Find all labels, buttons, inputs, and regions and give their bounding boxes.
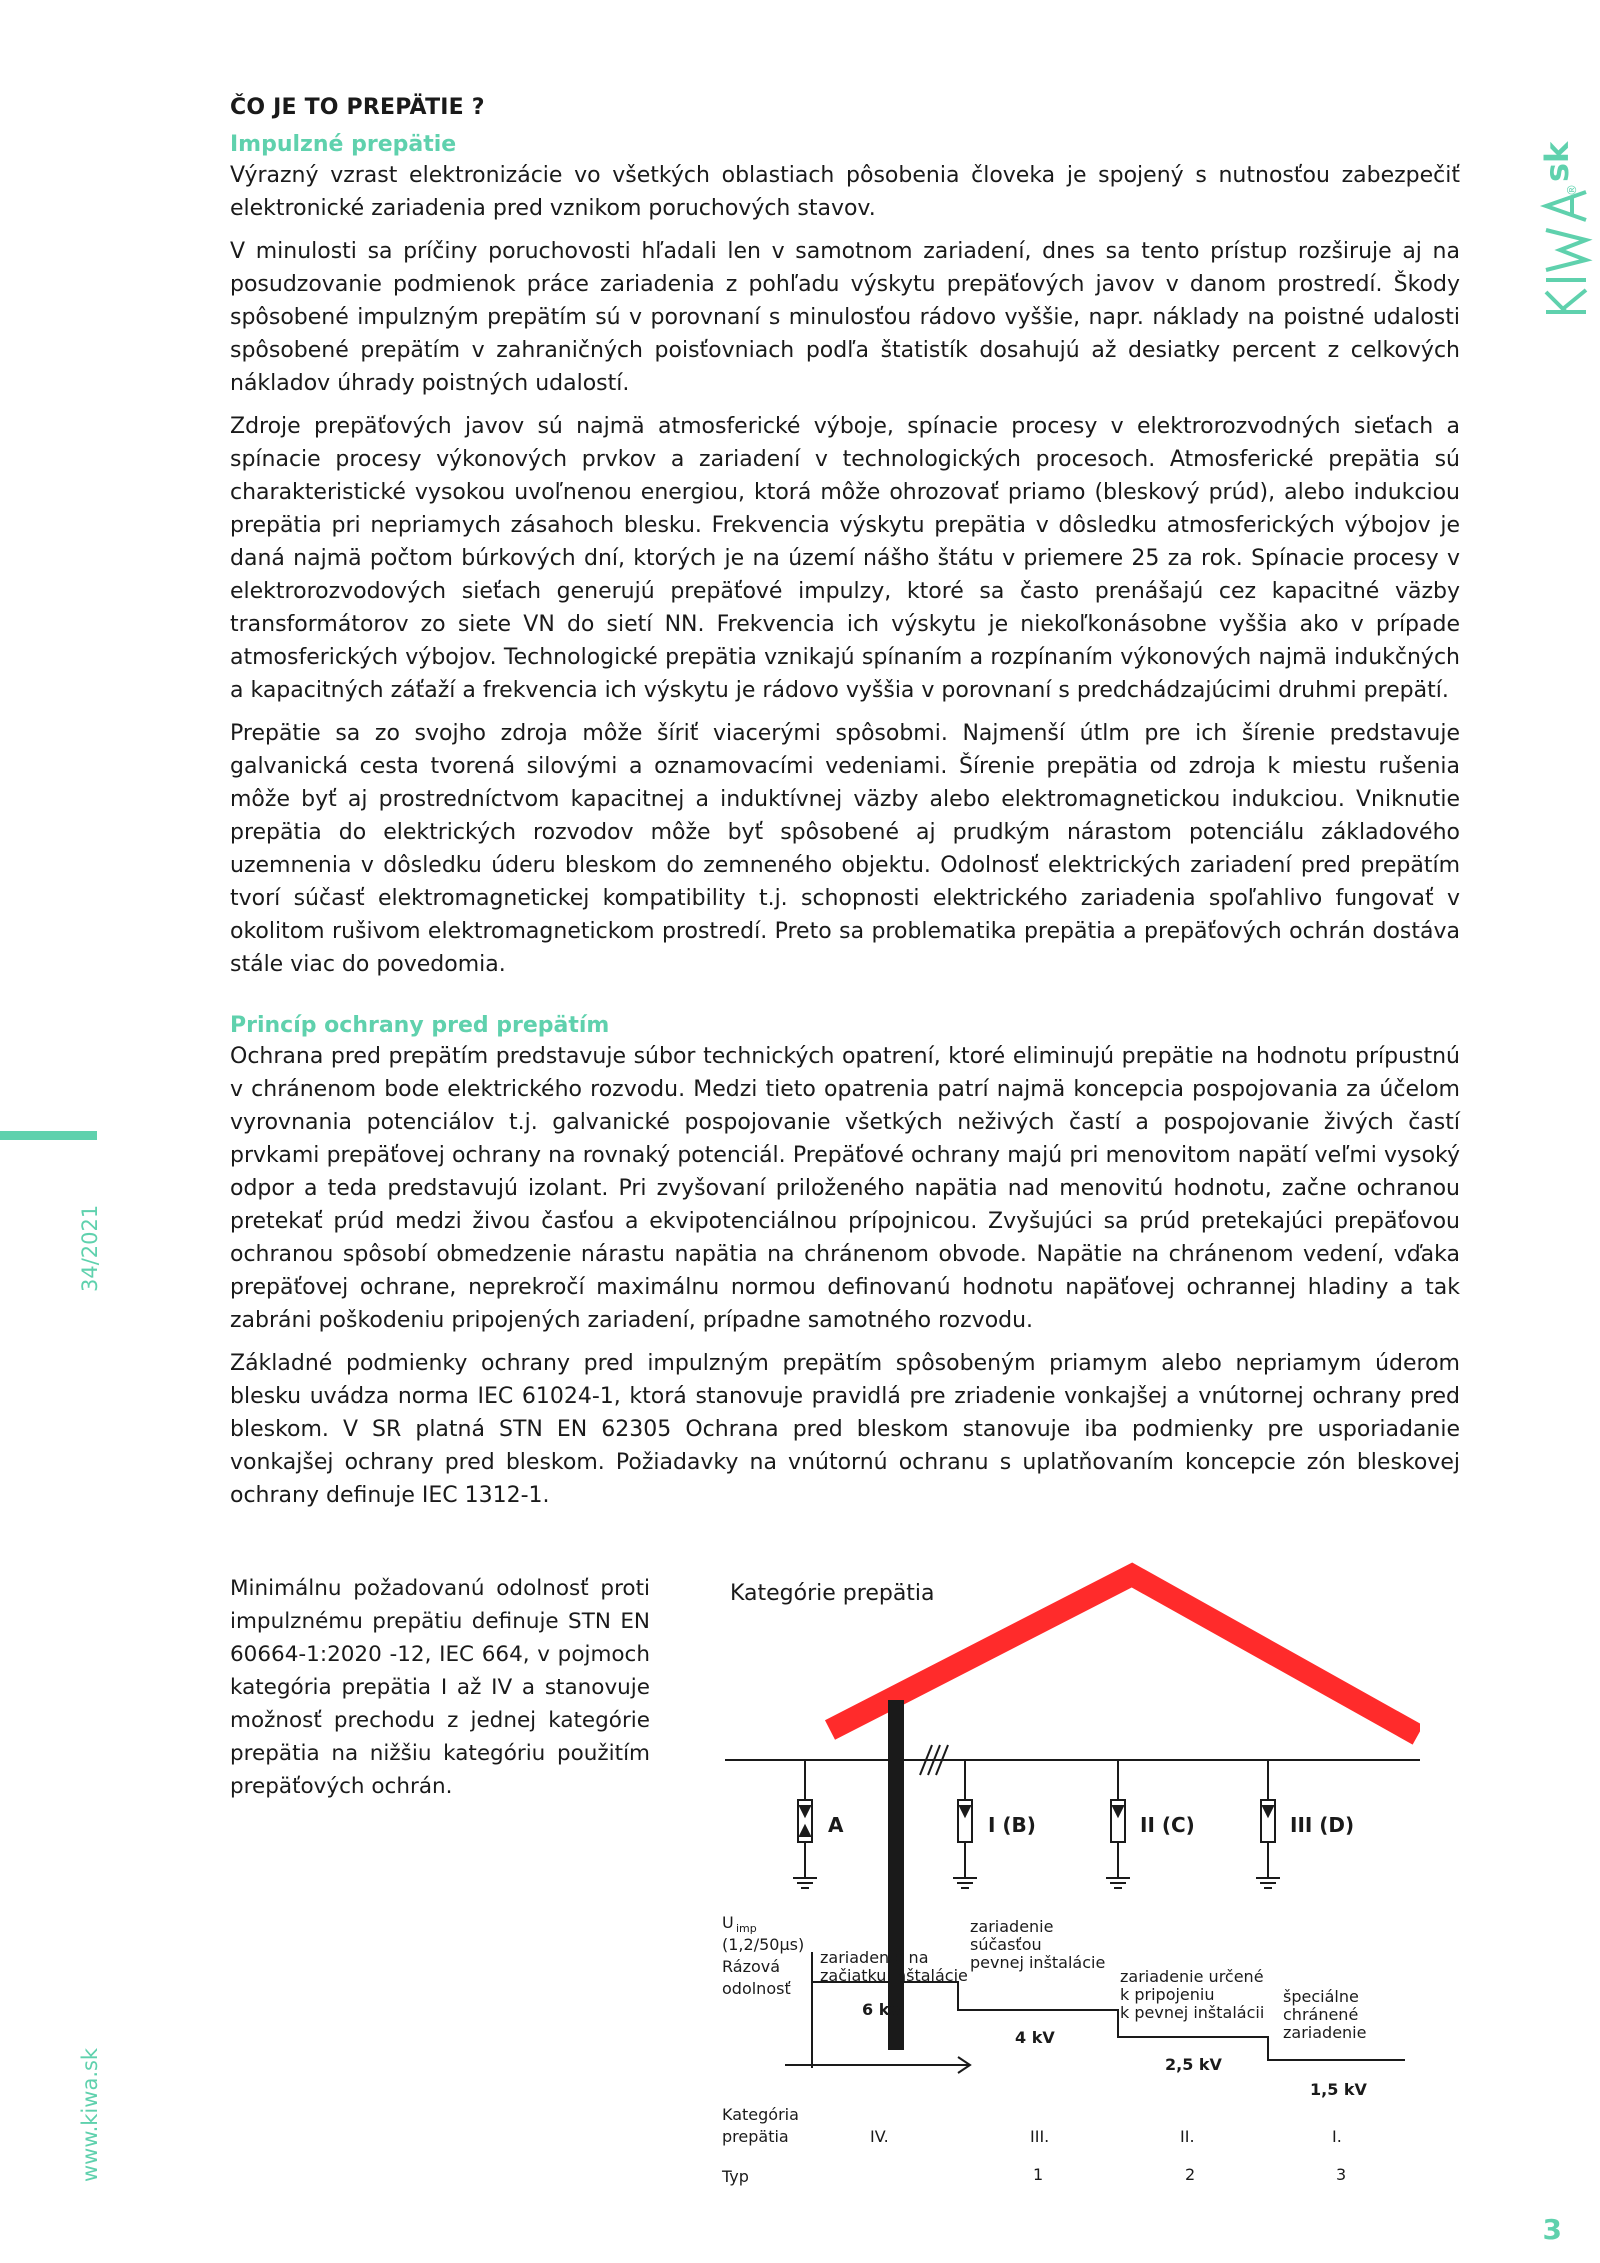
protector-d bbox=[1256, 1760, 1280, 1888]
zone-label: k pevnej inštalácii bbox=[1120, 2003, 1265, 2022]
paragraph: V minulosti sa príčiny poruchovosti hľadali len v samotnom zariadení, dnes sa tento prístup rozširuje aj na posudzovanie podmienok práce zariadenia z pohľadu výskytu prepäťových javov v danom prostredí. Škody spôsobené impulzným prepätím sú v porovnaní s minulosťou rádovo vyššie, napr. náklady na poistné udalosti spôsobené prepätím v zahraničných poisťovniach podľa štatistík dosahujú až desiatky percent z celkových nákladov úhrady poistných udalostí. bbox=[230, 239, 1460, 396]
protector-b bbox=[953, 1760, 977, 1888]
paragraph: Základné podmienky ochrany pred impulzným prepätím spôsobeným priamym alebo nepriamym úderom blesku uvádza norma IEC 61024-1, ktorá stanovuje pravidlá pre zriadenie vonkajšej a vnútornej ochrany pred bleskom. V SR platná STN EN 62305 Ochrana pred bleskom stanovuje iba podmienky pre usporiadanie vonkajšej ochrany pred bleskom. Požiadavky na vnútornú ochranu s uplatňovaním koncepcie zón bleskovej ochrany definuje IEC 1312-1. bbox=[230, 1351, 1460, 1508]
type-row-label: Typ bbox=[722, 2167, 749, 2186]
paragraph: Zdroje prepäťových javov sú najmä atmosferické výboje, spínacie procesy v elektrorozvodných sieťach a spínacie procesy výkonových prvkov a zariadení v technologických procesoch. Atmosferické prepätia sú charakteristické vysokou uvoľnenou energiou, ktorá môže ohrozovať priamo (bleskový prúd), alebo indukciou prepätia pri nepriamych zásahoch blesku. Frekvencia výskytu prepätia v dôsledku atmosferických výbojov je daná najmä počtom búrkových dní, ktorých je na území nášho štátu v priemere 25 za rok. Spínacie procesy v elektrorozvodových sieťach generujú prepäťové impulzy, ktoré sa často prenášajú cez kapacitné väzby transformátorov zo siete VN do sietí NN. Frekvencia ich výskytu je niekoľkonásobne vyššia ako v prípade atmosferických výbojov. Technologické prepätia vznikajú spínaním a rozpínaním výkonových najmä indukčných a kapacitných záťaží a frekvencia ich výskytu je rádovo vyššia v porovnaní s predchádzajúcimi druhmi prepätí. bbox=[230, 414, 1460, 703]
svg-text:(1,2/50μs): (1,2/50μs) bbox=[722, 1935, 805, 1954]
zone-label: špeciálne bbox=[1283, 1987, 1359, 2006]
svg-text:U: U bbox=[722, 1913, 734, 1932]
voltage-value: 4 kV bbox=[1015, 2028, 1055, 2047]
website-url[interactable]: www.kiwa.sk bbox=[78, 2047, 102, 2182]
zone-label: zariadenie bbox=[970, 1917, 1054, 1936]
category-value: I. bbox=[1332, 2127, 1342, 2146]
category-row-label: prepätia bbox=[722, 2127, 789, 2146]
svg-text:odolnosť: odolnosť bbox=[722, 1979, 791, 1998]
issue-number: 34/2021 bbox=[78, 1204, 102, 1292]
y-axis-label bbox=[722, 1913, 804, 1998]
zone-label: k pripojeniu bbox=[1120, 1985, 1215, 2004]
protector-label: A bbox=[828, 1813, 844, 1837]
voltage-value: 6 kV bbox=[862, 2000, 902, 2019]
protector-a bbox=[793, 1760, 817, 1888]
sidebar-accent-bar bbox=[0, 1131, 97, 1140]
category-value: III. bbox=[1030, 2127, 1050, 2146]
paragraph: Výrazný vzrast elektronizácie vo všetkých oblastiach pôsobenia človeka je spojený s nutnosťou zabezpečiť elektronické zariadenia pred vznikom poruchových stavov. bbox=[230, 163, 1460, 221]
protector-c bbox=[1106, 1760, 1130, 1888]
protector-label: I (B) bbox=[988, 1813, 1036, 1837]
zone-label: zariadenie určené bbox=[1120, 1967, 1264, 1986]
protector-label: III (D) bbox=[1290, 1813, 1355, 1837]
zone-label: súčasťou bbox=[970, 1935, 1042, 1954]
overvoltage-categories-diagram bbox=[700, 1550, 1420, 2190]
type-value: 1 bbox=[1033, 2165, 1044, 2184]
protector-label: II (C) bbox=[1140, 1813, 1195, 1837]
voltage-value: 1,5 kV bbox=[1310, 2080, 1367, 2099]
side-paragraph: Minimálnu požadovanú odolnosť proti impulznému prepätiu definuje STN EN 60664-1:2020 -12, IEC 664, v pojmoch kategória prepätia I až IV a stanovuje možnosť prechodu z jednej kategórie prepätia na nižšiu kategóriu použitím prepäťových ochrán. bbox=[230, 1576, 650, 1799]
section-title-principle: Princíp ochrany pred prepätím bbox=[230, 1013, 610, 1038]
paragraph: Ochrana pred prepätím predstavuje súbor technických opatrení, ktoré eliminujú prepätie na hodnotu prípustnú v chránenom bode elektrického rozvodu. Medzi tieto opatrenia patrí najmä koncepcia pospojovania za účelom vyrovnania potenciálov t.j. galvanické pospojovanie všetkých neživých častí a pospojovanie živých častí prvkami prepäťovej ochrany na rovnaký potenciál. Prepäťové ochrany majú pri menovitom napätí veľmi vysoký odpor a teda predstavujú izolant. Pri zvyšovaní priloženého napätia nad menovitú hodnotu, začne ochranou pretekať prúd medzi živou časťou a ekvipotenciálnou prípojnicou. Zvyšujúci sa prúd pretekajúci prepäťovou ochranou spôsobí obmedzenie nárastu napätia na chránenom obvode. Napätie na chránenom vedení, vďaka prepäťovej ochrane, neprekročí maximálnu normou definovanú hodnotu napäťovej ochrannej hladiny a tak zabráni poškodeniu pripojených zariadení, prípadne samotného rozvodu. bbox=[230, 1044, 1460, 1333]
section-title-impulse: Impulzné prepätie bbox=[230, 132, 457, 157]
zone-label: zariadenie bbox=[1283, 2023, 1367, 2042]
type-value: 2 bbox=[1185, 2165, 1196, 2184]
page-number: 3 bbox=[1542, 2213, 1562, 2246]
svg-text:Rázová: Rázová bbox=[722, 1957, 781, 1976]
category-row-label: Kategória bbox=[722, 2105, 799, 2124]
svg-text:imp: imp bbox=[736, 1922, 757, 1935]
paragraph: Prepätie sa zo svojho zdroja môže šíriť viacerými spôsobmi. Najmenší útlm pre ich šírenie predstavuje galvanická cesta tvorená silovými a oznamovacími vedeniami. Šírenie prepätia od zdroja k miestu rušenia môže byť aj prostredníctvom kapacitnej a induktívnej väzby alebo elektromagnetickou indukciou. Vniknutie prepätia do elektrických rozvodov môže byť spôsobené aj prudkým nárastom potenciálu základového uzemnenia v dôsledku úderu bleskom do zemneného objektu. Odolnosť elektrických zariadení pred prepätím tvorí súčasť elektromagnetickej kompatibility t.j. schopnosti elektrického zariadenia spoľahlivo fungovať v okolitom rušivom elektromagnetickom prostredí. Preto sa problematika prepätia a prepäťových ochrán dostáva stále viac do povedomia. bbox=[230, 721, 1460, 977]
zone-label: pevnej inštalácie bbox=[970, 1953, 1106, 1972]
category-value: II. bbox=[1180, 2127, 1195, 2146]
voltage-value: 2,5 kV bbox=[1165, 2055, 1222, 2074]
zone-label: začiatku inštalácie bbox=[820, 1966, 968, 1985]
diagram-title: Kategórie prepätia bbox=[730, 1581, 935, 1606]
category-value: IV. bbox=[870, 2127, 889, 2146]
zone-label: chránené bbox=[1283, 2005, 1359, 2024]
lightning-conductor bbox=[888, 1700, 904, 2050]
page-heading: ČO JE TO PREPÄTIE ? bbox=[230, 95, 485, 120]
logo-registered: ® bbox=[1565, 184, 1579, 196]
zone-label: zariadenie na bbox=[820, 1948, 929, 1967]
logo-suffix: sk bbox=[1538, 141, 1576, 182]
kiwa-logo bbox=[1538, 100, 1598, 320]
type-value: 3 bbox=[1336, 2165, 1347, 2184]
article-body bbox=[230, 95, 1460, 1522]
